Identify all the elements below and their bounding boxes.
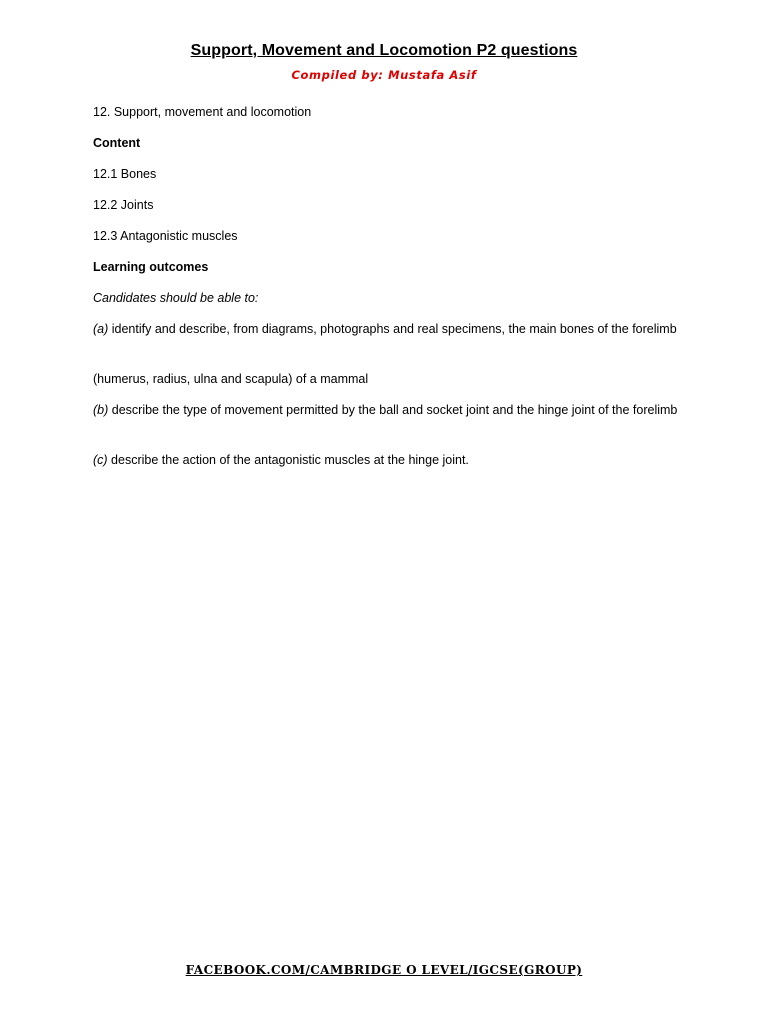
outcome-marker: (a) bbox=[93, 322, 109, 336]
compiled-by-line: Compiled by: Mustafa Asif bbox=[291, 68, 477, 82]
section-heading: 12. Support, movement and locomotion bbox=[93, 105, 312, 119]
outcome-marker: (c) bbox=[93, 453, 108, 467]
outcome-b bbox=[93, 402, 683, 419]
outcome-c bbox=[93, 452, 683, 469]
content-heading: Content bbox=[93, 136, 141, 150]
document-title: Support, Movement and Locomotion P2 questions bbox=[190, 42, 578, 59]
outcome-a-continued bbox=[93, 371, 683, 388]
topic-joints: 12.2 Joints bbox=[93, 198, 154, 212]
outcome-text: describe the action of the antagonistic muscles at the hinge joint. bbox=[107, 453, 469, 467]
outcome-a bbox=[93, 321, 683, 338]
candidates-intro: Candidates should be able to: bbox=[93, 291, 259, 305]
outcome-text: describe the type of movement permitted by the ball and socket joint and the hinge joint of the forelimb bbox=[108, 403, 678, 417]
outcome-text: identify and describe, from diagrams, photographs and real specimens, the main bones of the forelimb bbox=[108, 322, 677, 336]
learning-outcomes-heading: Learning outcomes bbox=[93, 260, 209, 274]
outcome-text: (humerus, radius, ulna and scapula) of a mammal bbox=[93, 372, 369, 386]
footer-link-text: FACEBOOK.COM/CAMBRIDGE O LEVEL/IGCSE(GROUP) bbox=[185, 963, 583, 977]
outcome-marker: (b) bbox=[93, 403, 109, 417]
topic-bones: 12.1 Bones bbox=[93, 167, 157, 181]
topic-antagonistic-muscles: 12.3 Antagonistic muscles bbox=[93, 229, 238, 243]
